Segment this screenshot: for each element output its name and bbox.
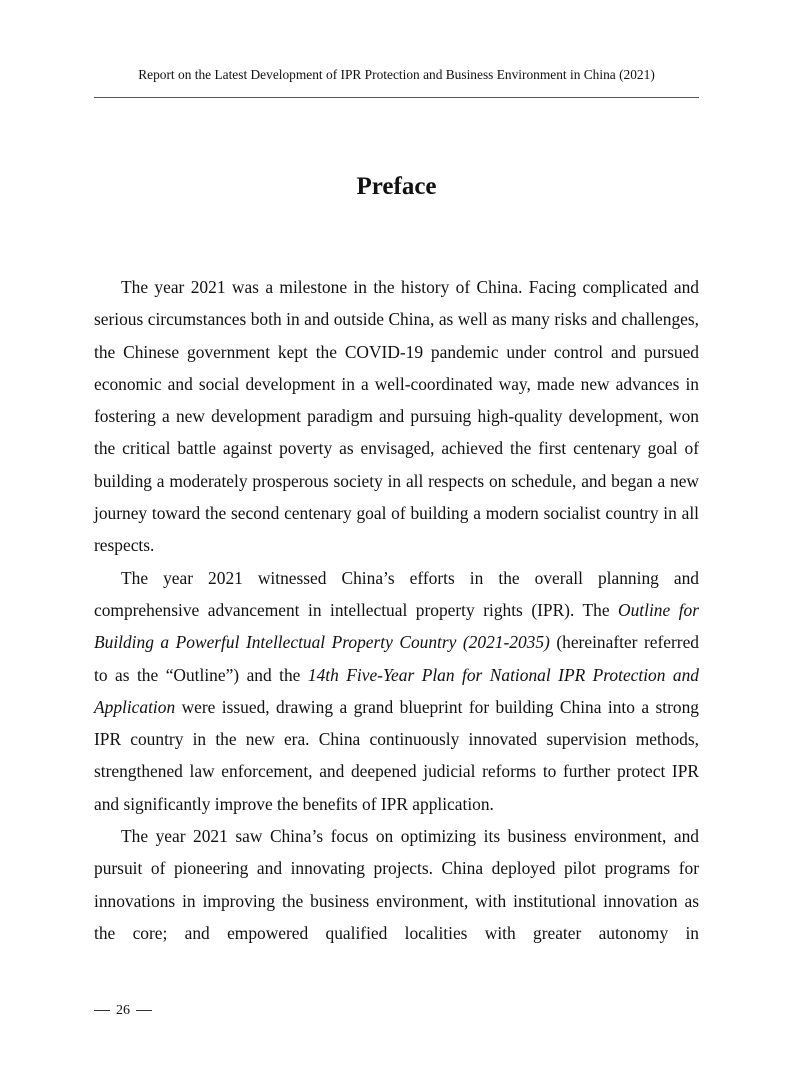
paragraph: [94, 562, 699, 820]
page-title: Preface: [356, 173, 437, 200]
text-run: The year 2021 saw China’s focus on optimizing its business environment, and pursuit of pioneering and innovating projects. China deployed pilot programs for innovations in improving the business environment, with institutional innovation as the core; and empowered qualified localities with greater autonomy in: [94, 826, 699, 943]
text-run: The year 2021 was a milestone in the history of China. Facing complicated and serious circumstances both in and outside China, as well as many risks and challenges, the Chinese government kept the COVID-19 pandemic under control and pursued economic and social development in a well-coordinated way, made new advances in fostering a new development paradigm and pursuing high-quality development, won the critical battle against poverty as envisaged, achieved the first centenary goal of building a moderately prosperous society in all respects on schedule, and began a new journey toward the second centenary goal of building a modern socialist country in all respects.: [94, 277, 699, 556]
paragraph: [94, 271, 699, 562]
text-run: were issued, drawing a grand blueprint for building China into a strong IPR country in the new era. China continuously innovated supervision methods, strengthened law enforcement, and deepened judicial reforms to further protect IPR and significantly improve the benefits of IPR application.: [94, 696, 699, 814]
page-footer: [94, 1001, 152, 1021]
page-number: 26: [116, 1003, 130, 1018]
footer-dash-left: [94, 1010, 110, 1011]
paragraph: [94, 820, 699, 949]
italic-title-run: 14th Five-Year Plan for National IPR Protection and Application: [94, 664, 700, 717]
footer-dash-right: [136, 1010, 152, 1011]
text-run: The year 2021 witnessed China’s efforts in the overall planning and comprehensive advancement in intellectual property rights (IPR). The: [94, 567, 699, 620]
header-rule: [94, 97, 699, 98]
body-text: [94, 271, 699, 949]
italic-title-run: Outline for Building a Powerful Intellectual Property Country (2021-2035): [94, 599, 700, 653]
text-run: (hereinafter referred to as the “Outline”) and the: [94, 632, 699, 685]
running-header: Report on the Latest Development of IPR Protection and Business Environment in China (2021): [138, 67, 655, 82]
